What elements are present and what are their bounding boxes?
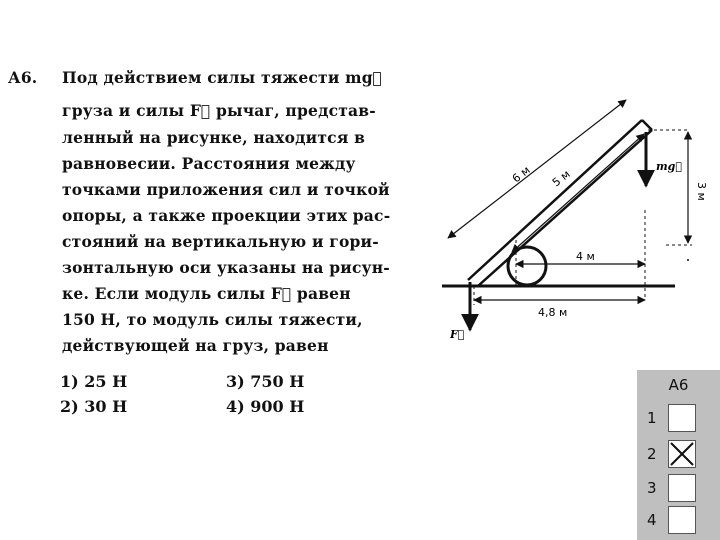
dimension-5m [509,134,644,252]
problem-line: равновесии. Расстояния между [62,154,356,173]
answer-checkbox[interactable] [668,506,696,534]
label-3m: 3 м [695,182,708,201]
fulcrum-circle [508,247,546,285]
problem-line: ке. Если модуль силы F⃗ равен [62,284,351,303]
answer-option: 2) 30 Н [60,397,128,416]
dimension-3m [648,130,708,245]
force-mg-arrow [646,132,682,186]
answer-choice-2[interactable] [637,440,720,470]
answer-option: 1) 25 Н [60,372,128,391]
answer-choice-label: 1 [647,409,657,427]
problem-line: груза и силы F⃗ рычаг, представ- [62,101,376,120]
answer-choice-label: 4 [647,511,657,529]
label-4-8m: 4,8 м [538,306,568,319]
answer-option: 3) 750 Н [226,372,305,391]
problem-line: точками приложения сил и точкой [62,180,390,199]
label-4m: 4 м [576,250,595,263]
label-mg: mg⃗ [656,160,682,173]
answer-panel-title: А6 [668,376,689,394]
answer-panel [637,370,720,540]
problem-line: Под действием силы тяжести mg⃗ [62,68,383,87]
force-f-arrow [449,282,470,341]
lever-bar [468,120,652,286]
answer-choice-1[interactable] [637,404,720,434]
problem-line: зонтальную оси указаны на рисун- [62,258,390,277]
lever-diagram [430,90,720,350]
answer-checkbox[interactable] [668,404,696,432]
problem-line: опоры, а также проекции этих рас- [62,206,391,225]
problem-line: ленный на рисунке, находится в [62,128,366,147]
dimension-4-8m [474,300,645,319]
answer-choice-4[interactable] [637,506,720,536]
dimension-4m [516,250,645,264]
label-5m: 5 м [549,167,573,190]
answer-checkbox[interactable] [668,474,696,502]
problem-number: А6. [8,68,38,87]
answer-checkbox[interactable] [668,440,696,468]
answer-choice-3[interactable] [637,474,720,504]
answer-option: 4) 900 Н [226,397,305,416]
answer-choice-label: 3 [647,479,657,497]
answer-choice-label: 2 [647,445,657,463]
problem-line: действующей на груз, равен [62,336,329,355]
check-x-icon [669,441,695,467]
problem-line: стояний на вертикальную и гори- [62,232,379,251]
label-6m: 6 м [509,163,533,186]
problem-line: 150 Н, то модуль силы тяжести, [62,310,363,329]
label-f: F⃗ [450,328,465,341]
